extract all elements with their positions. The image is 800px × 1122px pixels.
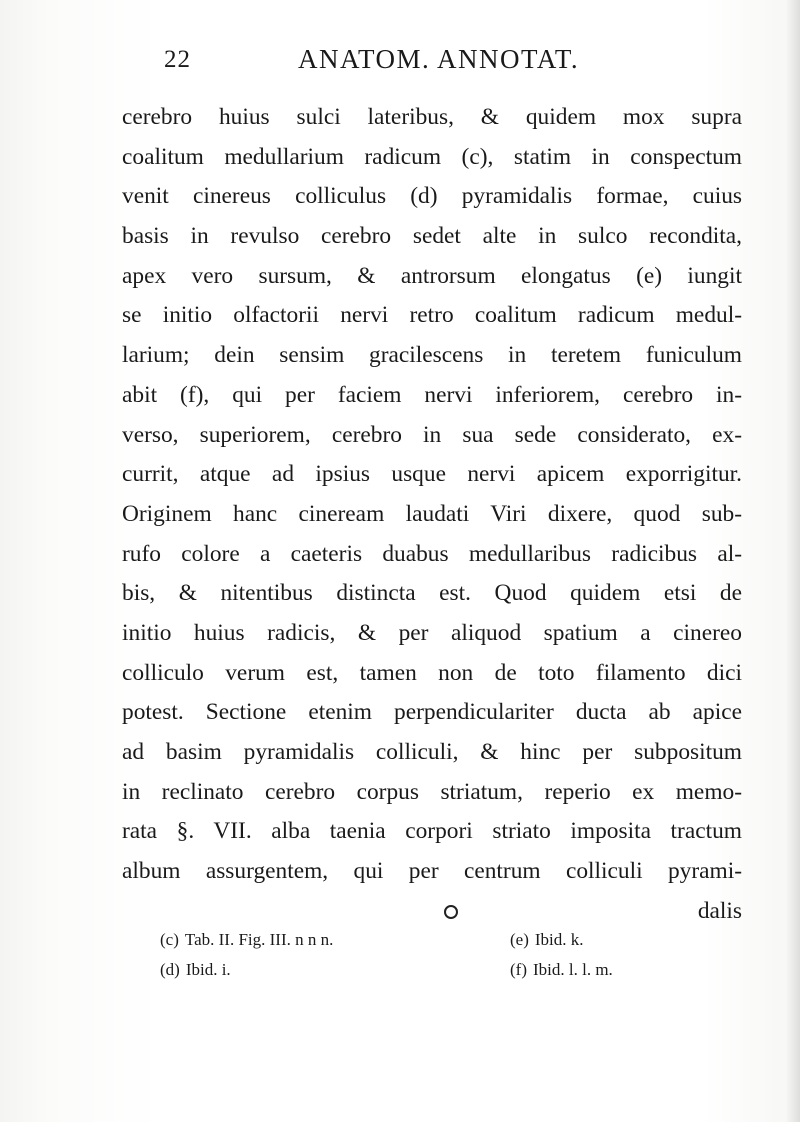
footnote-mark: (e) (510, 930, 529, 949)
running-header (0, 40, 800, 80)
text-line: basis in revulso cerebro sedet alte in sulco recondita, (122, 223, 742, 250)
footnote-text: Ibid. i. (185, 960, 231, 979)
main-text (122, 98, 742, 931)
text-line: abit (f), qui per faciem nervi inferiorem, cerebro in- (122, 381, 742, 408)
footnote-mark: (c) (160, 930, 179, 949)
footnote-e (510, 930, 584, 950)
text-line: larium; dein sensim gracilescens in teretem funiculum (122, 342, 742, 369)
text-line: rata §. VII. alba taenia corpori striato imposita tractum (122, 818, 742, 845)
text-line: currit, atque ad ipsius usque nervi apicem exporrigitur. (122, 461, 742, 488)
text-line: colliculo verum est, tamen non de toto filamento dici (122, 659, 742, 686)
catchword: dalis (697, 897, 742, 924)
text-line: apex vero sursum, & antrorsum elongatus (e) iungit (122, 262, 742, 289)
footnote-mark: (f) (510, 960, 527, 979)
text-line: se initio olfactorii nervi retro coalitum radicum medul- (122, 302, 742, 329)
footnote-text: Ibid. l. l. m. (532, 960, 613, 979)
text-line: rufo colore a caeteris duabus medullaribus radicibus al- (122, 540, 742, 567)
small-circle-ornament-icon (444, 905, 458, 919)
text-line: verso, superiorem, cerebro in sua sede considerato, ex- (122, 421, 742, 448)
text-line: cerebro huius sulci lateribus, & quidem mox supra (122, 104, 742, 130)
footnote-text: Tab. II. Fig. III. n n n. (184, 930, 334, 949)
text-line: ad basim pyramidalis colliculi, & hinc per subpositum (122, 739, 742, 765)
text-line: initio huius radicis, & per aliquod spatium a cinereo (122, 619, 742, 646)
footnote-c (160, 930, 333, 950)
footnote-mark: (d) (160, 960, 180, 979)
text-line: bis, & nitentibus distincta est. Quod quidem etsi de (122, 580, 742, 607)
page-number: 22 (164, 46, 191, 73)
footnote-d (160, 960, 231, 980)
text-line: potest. Sectione etenim perpendiculariter ducta ab apice (122, 699, 742, 726)
footnote-text: Ibid. k. (534, 930, 584, 949)
running-title: ANATOM. ANNOTAT. (298, 44, 580, 74)
text-line: in reclinato cerebro corpus striatum, reperio ex memo- (122, 778, 742, 805)
text-line: coalitum medullarium radicum (c), statim in conspectum (122, 143, 742, 170)
page-edge-shadow (786, 0, 800, 1122)
text-line: venit cinereus colliculus (d) pyramidalis formae, cuius (122, 183, 742, 210)
footnote-f (510, 960, 613, 980)
text-line: album assurgentem, qui per centrum colliculi pyrami- (122, 858, 742, 885)
text-line: Originem hanc cineream laudati Viri dixere, quod sub- (122, 500, 742, 527)
